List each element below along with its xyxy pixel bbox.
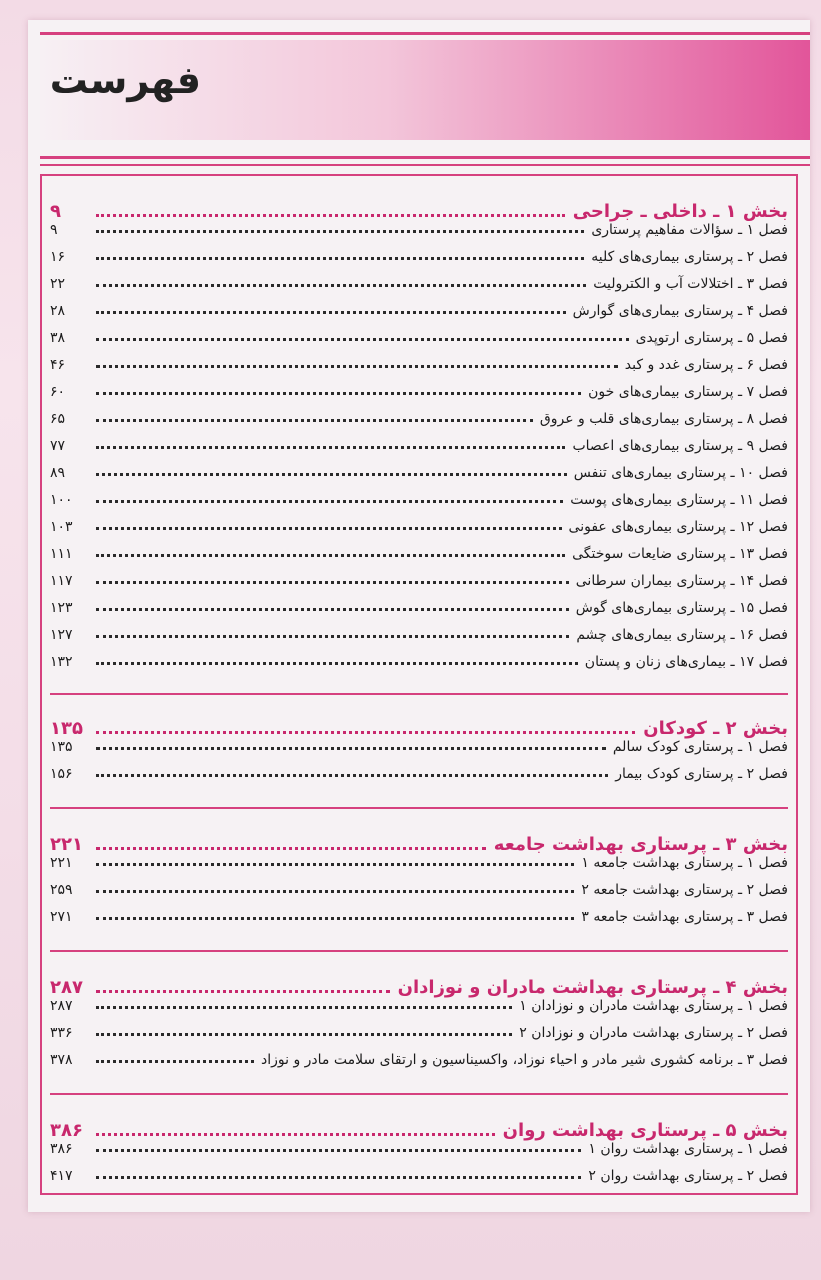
chapter-title: فصل ۴ ـ پرستاری بیماری‌های گوارش [572,303,788,319]
chapter-title: فصل ۱ ـ پرستاری کودک سالم [612,739,788,755]
section-title: بخش ۲ ـ کودکان [643,718,788,739]
section-divider [50,807,788,809]
chapter-page: ۸۹ [50,465,66,481]
chapter-entry[interactable] [50,303,788,319]
chapter-entry[interactable] [50,1025,788,1041]
chapter-entry[interactable] [50,222,788,238]
chapter-entry[interactable] [50,766,788,782]
leader-dots [96,284,586,287]
chapter-entry[interactable] [50,357,788,373]
chapter-page: ۱۳۵ [50,739,73,755]
leader-dots [96,774,608,777]
chapter-title: فصل ۱ ـ پرستاری بهداشت روان ۱ [588,1141,788,1157]
leader-dots [96,1133,495,1136]
banner-rule-top [40,156,810,159]
chapter-page: ۶۰ [50,384,66,400]
section-heading[interactable] [50,1109,788,1141]
chapter-entry[interactable] [50,855,788,871]
section-page: ۳۸۶ [50,1120,83,1141]
chapter-page: ۲۲۱ [50,855,73,871]
chapter-title: فصل ۱ ـ سؤالات مفاهیم پرستاری [591,222,788,238]
section-title: بخش ۱ ـ داخلی ـ جراحی [572,201,788,222]
chapter-title: فصل ۱۰ ـ پرستاری بیماری‌های تنفس [573,465,788,481]
book-page [28,20,810,1212]
leader-dots [96,635,569,638]
section-page: ۹ [50,201,61,222]
chapter-entry[interactable] [50,1168,788,1184]
chapter-page: ۳۸ [50,330,66,346]
chapter-page: ۱۱۱ [50,546,73,562]
chapter-entry[interactable] [50,546,788,562]
chapter-page: ۳۸۶ [50,1141,73,1157]
section-heading[interactable] [50,707,788,739]
chapter-title: فصل ۱۲ ـ پرستاری بیماری‌های عفونی [568,519,788,535]
chapter-title: فصل ۱۱ ـ پرستاری بیماری‌های پوست [570,492,788,508]
chapter-entry[interactable] [50,739,788,755]
leader-dots [96,847,486,850]
toc-section-1 [50,190,788,681]
leader-dots [96,500,563,503]
chapter-title: فصل ۲ ـ پرستاری بیماری‌های کلیه [591,249,788,265]
chapter-title: فصل ۲ ـ پرستاری بهداشت جامعه ۲ [581,882,788,898]
chapter-page: ۴۱۷ [50,1168,73,1184]
chapter-title: فصل ۸ ـ پرستاری بیماری‌های قلب و عروق [539,411,788,427]
chapter-page: ۱۶ [50,249,66,265]
chapter-page: ۳۷۸ [50,1052,73,1068]
section-title: بخش ۴ ـ پرستاری بهداشت مادران و نوزادان [397,977,788,998]
chapter-entry[interactable] [50,1141,788,1157]
chapter-entry[interactable] [50,600,788,616]
top-rule [40,32,810,35]
chapter-page: ۳۳۶ [50,1025,73,1041]
leader-dots [96,990,390,993]
toc-section-3 [50,823,788,936]
chapter-entry[interactable] [50,330,788,346]
leader-dots [96,230,584,233]
chapter-title: فصل ۱ ـ پرستاری بهداشت مادران و نوزادان ۱ [519,998,788,1014]
chapter-entry[interactable] [50,411,788,427]
leader-dots [96,1060,254,1063]
chapter-entry[interactable] [50,654,788,670]
chapter-title: فصل ۲ ـ پرستاری بهداشت مادران و نوزادان ۲ [519,1025,788,1041]
chapter-entry[interactable] [50,465,788,481]
leader-dots [96,1033,512,1036]
chapter-title: فصل ۱۴ ـ پرستاری بیماران سرطانی [575,573,788,589]
chapter-page: ۷۷ [50,438,66,454]
chapter-title: فصل ۱ ـ پرستاری بهداشت جامعه ۱ [581,855,788,871]
section-heading[interactable] [50,823,788,855]
leader-dots [96,554,565,557]
chapter-page: ۲۸ [50,303,66,319]
leader-dots [96,214,565,217]
leader-dots [96,419,533,422]
leader-dots [96,311,566,314]
leader-dots [96,1149,581,1152]
leader-dots [96,527,562,530]
chapter-entry[interactable] [50,438,788,454]
chapter-entry[interactable] [50,276,788,292]
leader-dots [96,257,584,260]
section-title: بخش ۳ ـ پرستاری بهداشت جامعه [493,834,788,855]
table-of-contents [50,190,788,1195]
leader-dots [96,917,574,920]
chapter-page: ۱۰۰ [50,492,73,508]
section-page: ۱۳۵ [50,718,83,739]
chapter-entry[interactable] [50,492,788,508]
toc-section-5 [50,1109,788,1195]
section-heading[interactable] [50,190,788,222]
leader-dots [96,338,629,341]
chapter-entry[interactable] [50,384,788,400]
chapter-entry[interactable] [50,519,788,535]
chapter-title: فصل ۷ ـ پرستاری بیماری‌های خون [588,384,788,400]
chapter-page: ۱۱۷ [50,573,73,589]
leader-dots [96,446,565,449]
section-page: ۲۲۱ [50,834,83,855]
chapter-entry[interactable] [50,882,788,898]
section-divider [50,693,788,695]
chapter-title: فصل ۲ ـ پرستاری بهداشت روان ۲ [588,1168,788,1184]
leader-dots [96,1006,512,1009]
leader-dots [96,392,581,395]
chapter-page: ۲۷۱ [50,909,73,925]
toc-section-2 [50,707,788,793]
chapter-title: فصل ۱۳ ـ پرستاری ضایعات سوختگی [572,546,788,562]
chapter-page: ۲۸۷ [50,998,73,1014]
chapter-entry[interactable] [50,909,788,925]
chapter-title: فصل ۱۵ ـ پرستاری بیماری‌های گوش [575,600,788,616]
chapter-title: فصل ۱۷ ـ بیماری‌های زنان و پستان [584,654,788,670]
chapter-title: فصل ۳ ـ پرستاری بهداشت جامعه ۳ [581,909,788,925]
chapter-title: فصل ۳ ـ اختلالات آب و الکترولیت [593,276,788,292]
leader-dots [96,365,618,368]
chapter-page: ۲۵۹ [50,882,73,898]
page-title: فهرست [49,58,201,102]
chapter-page: ۱۵۶ [50,766,73,782]
chapter-page: ۲۲ [50,276,66,292]
chapter-entry[interactable] [50,1052,788,1068]
chapter-title: فصل ۶ ـ پرستاری غدد و کبد [624,357,788,373]
chapter-page: ۱۲۷ [50,627,73,643]
banner-rule-bottom [40,164,810,166]
chapter-page: ۶۵ [50,411,66,427]
leader-dots [96,731,635,734]
leader-dots [96,863,574,866]
leader-dots [96,608,569,611]
chapter-entry[interactable] [50,249,788,265]
chapter-title: فصل ۵ ـ پرستاری ارتوپدی [635,330,788,346]
chapter-page: ۱۲۳ [50,600,73,616]
section-divider [50,1093,788,1095]
section-page: ۲۸۷ [50,977,83,998]
chapter-title: فصل ۳ ـ برنامه کشوری شیر مادر و احیاء نوزاد، واکسیناسیون و ارتقای سلامت مادر و نوزاد [261,1052,788,1068]
leader-dots [96,662,578,665]
chapter-page: ۱۰۳ [50,519,73,535]
chapter-page: ۹ [50,222,58,238]
section-heading[interactable] [50,966,788,998]
chapter-title: فصل ۲ ـ پرستاری کودک بیمار [615,766,788,782]
toc-section-4 [50,966,788,1079]
leader-dots [96,890,574,893]
chapter-title: فصل ۱۶ ـ پرستاری بیماری‌های چشم [576,627,788,643]
leader-dots [96,473,567,476]
chapter-entry[interactable] [50,627,788,643]
leader-dots [96,1176,581,1179]
section-title: بخش ۵ ـ پرستاری بهداشت روان [502,1120,788,1141]
leader-dots [96,747,606,750]
chapter-page: ۱۳۲ [50,654,73,670]
chapter-entry[interactable] [50,998,788,1014]
chapter-title: فصل ۹ ـ پرستاری بیماری‌های اعصاب [572,438,788,454]
chapter-page: ۴۶ [50,357,66,373]
section-divider [50,950,788,952]
leader-dots [96,581,569,584]
chapter-entry[interactable] [50,573,788,589]
